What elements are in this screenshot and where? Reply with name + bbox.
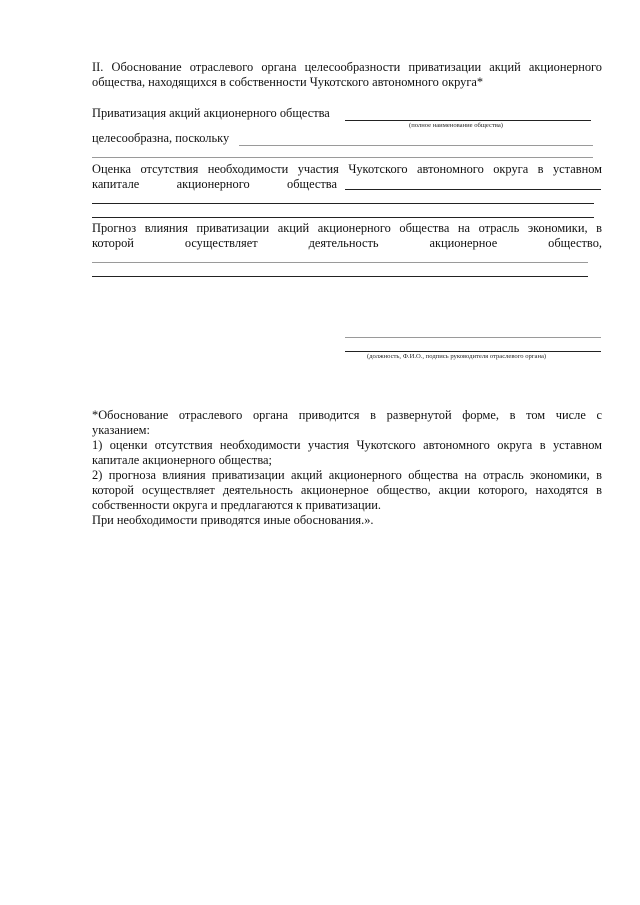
footnote-closing: При необходимости приводятся иные обоснования.». [92,513,374,527]
footnote-item1-line1: 1) оценки отсутствия необходимости участия Чукотского автономного округа в уставном [92,438,602,452]
footnote-item1-line2: капитале акционерного общества; [92,453,272,467]
signature-field-line[interactable] [345,337,601,338]
forecast-word: общество, [548,236,602,250]
forecast-word: которой [92,236,134,250]
assessment-word: общества [287,177,337,191]
company-name-field-line[interactable] [345,120,591,121]
assessment-field-line-2[interactable] [92,203,594,204]
forecast-field-line[interactable] [92,262,588,263]
footnote-item2-line2: которой осуществляет деятельность акционерное общество, акции которого, находятся в [92,483,602,497]
assessment-word: акционерного [176,177,250,191]
company-name-caption: (полное наименование общества) [409,122,503,129]
assessment-line2 [92,177,337,192]
privatization-label: Приватизация акций акционерного общества [92,106,330,120]
footnote-item2-line3: собственности округа и предлагаются к приватизации. [92,498,382,512]
signature-caption: (должность, Ф.И.О., подпись руководителя отраслевого органа) [367,353,547,360]
forecast-field-line-2[interactable] [92,276,588,277]
reason-label: целесообразна, поскольку [92,131,230,145]
forecast-word: акционерное [429,236,498,250]
section-heading-line2: общества, находящихся в собственности Чукотского автономного округа* [92,75,484,89]
forecast-line2 [92,236,602,251]
assessment-line1: Оценка отсутствия необходимости участия Чукотского автономного округа в уставном [92,162,602,176]
reason-field-line-2[interactable] [92,157,593,158]
section-heading-line1: II. Обоснование отраслевого органа целесообразности приватизации акций акционерного [92,60,602,74]
footnote-item2-line1: 2) прогноза влияния приватизации акций акционерного общества на отрасль экономики, в [92,468,602,482]
assessment-field-line-3[interactable] [92,217,594,218]
footnote-para1-line1: *Обоснование отраслевого органа приводится в развернутой форме, в том числе с [92,408,602,422]
assessment-field-line[interactable] [345,189,601,190]
forecast-word: осуществляет [184,236,258,250]
forecast-line1: Прогноз влияния приватизации акций акционерного общества на отрасль экономики, в [92,221,602,235]
forecast-word: деятельность [308,236,379,250]
assessment-word: капитале [92,177,140,191]
signature-field-line-2[interactable] [345,351,601,352]
reason-field-line[interactable] [239,145,593,146]
footnote-para1-line2: указанием: [92,423,150,437]
